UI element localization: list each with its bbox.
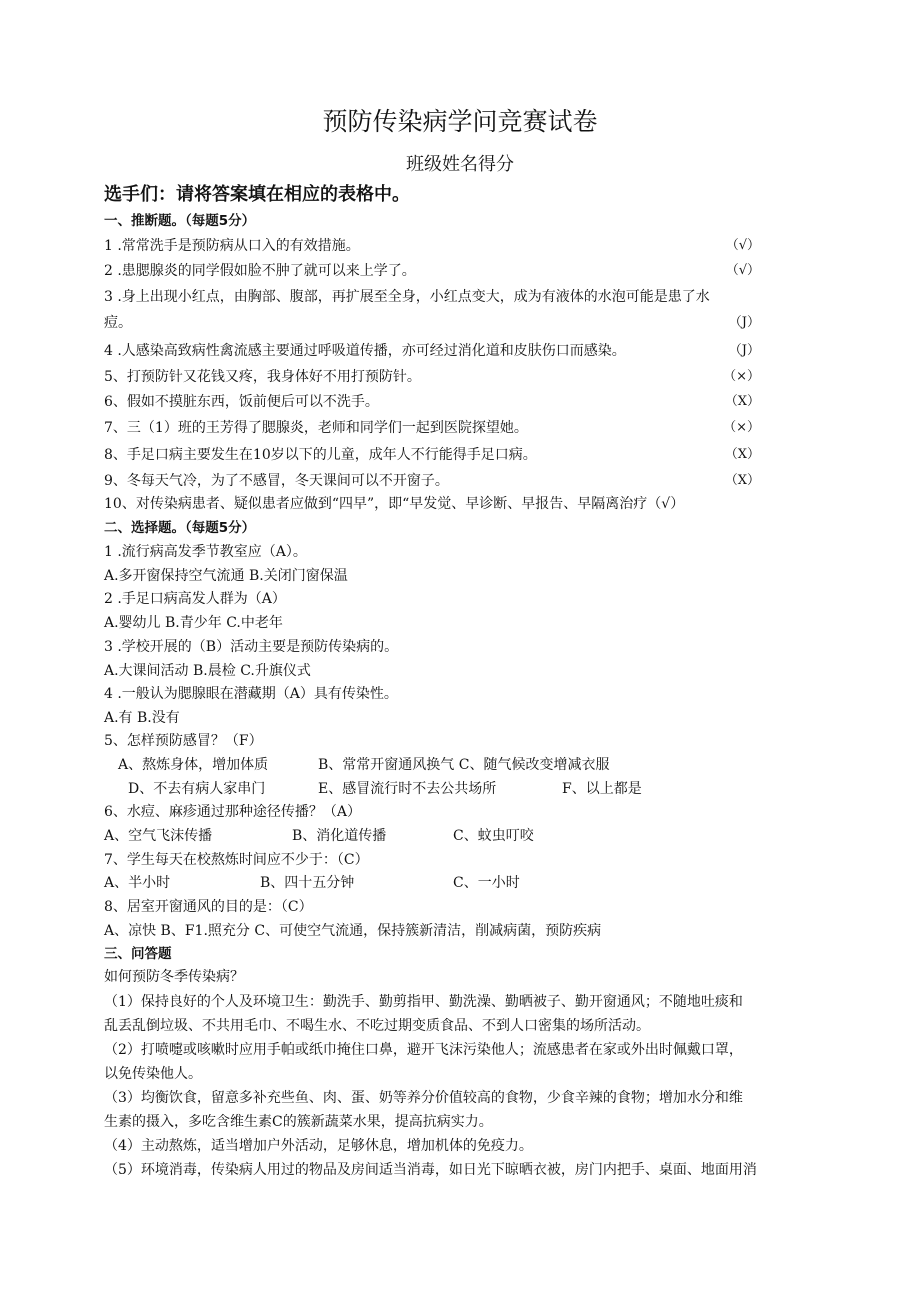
choice-q5-option-f: F、以上都是	[562, 781, 642, 797]
judge-item-5: 5、打预防针又花钱又疼，我身体好不用打预防针。	[104, 369, 421, 385]
choice-q7-option-a: A、半小时	[104, 875, 171, 891]
choice-q4-options: A.有 B.没有	[104, 710, 180, 726]
essay-line-3: （2）打喷嚏或咳嗽时应用手帕或纸巾掩住口鼻，避开飞沫污染他人；流感患者在家或外出时佩戴口罩，	[104, 1042, 743, 1058]
judge-answer-9: （X）	[724, 473, 760, 488]
choice-q7-option-c: C、一小时	[453, 875, 520, 891]
judge-item-9: 9、冬每天气冷，为了不感冒，冬天课间可以不开窗子。	[104, 473, 449, 489]
choice-q6-option-a: A、空气飞沫传播	[104, 828, 213, 844]
choice-q5-option-a: A、熬炼身体，增加体质	[118, 757, 269, 773]
judge-answer-6: （X）	[724, 394, 760, 409]
judge-item-10: 10、对传染病患者、疑似患者应做到“四早”，即“早发觉、早诊断、早报告、早隔离治疗（√）	[104, 496, 685, 512]
essay-line-8: （5）环境消毒，传染病人用过的物品及房间适当消毒，如日光下晾晒衣被，房门内把手、桌面、地面用消	[104, 1162, 757, 1178]
choice-q7-option-b: B、四十五分钟	[260, 875, 355, 891]
essay-line-7: （4）主动熬炼，适当增加户外活动，足够休息，增加机体的免疫力。	[104, 1138, 533, 1154]
choice-q7: 7、学生每天在校熬炼时间应不少于：（C）	[104, 852, 369, 868]
judge-answer-5: （×）	[723, 369, 760, 384]
choice-q8-options: A、凉快 B、F1.照充分 C、可使空气流通，保持簇新清洁，削减病菌，预防疾病	[104, 923, 602, 939]
choice-q3: 3 .学校开展的（B）活动主要是预防传染病的。	[104, 639, 399, 655]
essay-line-5: （3）均衡饮食，留意多补充些鱼、肉、蛋、奶等养分价值较高的食物，少食辛辣的食物；增加水分和维	[104, 1090, 743, 1106]
section-1-heading: 一、推断题。（每题5分）	[104, 213, 256, 229]
choice-q6-option-b: B、消化道传播	[292, 828, 387, 844]
choice-q2: 2 .手足口病高发人群为（A）	[104, 591, 286, 607]
choice-q2-options: A.婴幼儿 B.青少年 C.中老年	[104, 615, 283, 631]
section-2-heading: 二、选择题。（每题5分）	[104, 520, 256, 536]
judge-item-4: 4 .人感染高致病性禽流感主要通过呼吸道传播，亦可经过消化道和皮肤伤口而感染。	[104, 343, 626, 359]
page-title: 预防传染病学问竞赛试卷	[322, 107, 598, 136]
section-3-heading: 三、问答题	[104, 946, 172, 962]
judge-item-3-cont: 痘。	[104, 315, 132, 331]
choice-q3-options: A.大课间活动 B.晨检 C.升旗仪式	[104, 663, 311, 679]
choice-q5-option-d: D、不去有病人家串门	[128, 781, 266, 797]
judge-answer-3: （J）	[728, 315, 760, 330]
choice-q6-option-c: C、蚊虫叮咬	[453, 828, 534, 844]
choice-q5: 5、怎样预防感冒？（F）	[104, 733, 263, 749]
judge-answer-2: （√）	[725, 263, 760, 278]
judge-answer-1: （√）	[725, 238, 760, 253]
choice-q6: 6、水痘、麻疹通过那种途径传播？（A）	[104, 804, 362, 820]
choice-q5-option-e: E、感冒流行时不去公共场所	[318, 781, 497, 797]
instruction: 选手们：请将答案填在相应的表格中。	[104, 184, 410, 205]
choice-q1-options: A.多开窗保持空气流通 B.关闭门窗保温	[104, 568, 348, 584]
judge-item-6: 6、假如不摸脏东西，饭前便后可以不洗手。	[104, 394, 379, 410]
judge-answer-8: （X）	[724, 447, 760, 462]
choice-q5-option-bc: B、常常开窗通风换气 C、随气候改变增减衣服	[318, 757, 610, 773]
judge-item-1: 1 .常常洗手是预防病从口入的有效措施。	[104, 238, 360, 254]
choice-q8: 8、居室开窗通风的目的是：（C）	[104, 899, 313, 915]
choice-q1: 1 .流行病高发季节教室应（A）。	[104, 544, 307, 560]
judge-answer-7: （×）	[723, 420, 760, 435]
class-name-score-line: 班级姓名得分	[406, 154, 514, 175]
essay-line-1: （1）保持良好的个人及环境卫生：勤洗手、勤剪指甲、勤洗澡、勤晒被子、勤开窗通风；不随地吐痰和	[104, 994, 743, 1010]
judge-item-2: 2 .患腮腺炎的同学假如脸不肿了就可以来上学了。	[104, 263, 416, 279]
judge-item-8: 8、手足口病主要发生在10岁以下的儿童，成年人不行能得手足口病。	[104, 447, 537, 463]
choice-q4: 4 .一般认为腮腺眼在潜藏期（A）具有传染性。	[104, 686, 398, 702]
essay-question: 如何预防冬季传染病？	[104, 969, 244, 985]
judge-answer-4: （J）	[728, 343, 760, 358]
essay-line-6: 生素的摄入，多吃含维生素C的簇新蔬菜水果，提高抗病实力。	[104, 1114, 493, 1130]
essay-line-4: 以免传染他人。	[104, 1066, 202, 1082]
judge-item-3: 3 .身上出现小红点，由胸部、腹部，再扩展至全身，小红点变大，成为有液体的水泡可能是患了水	[104, 289, 710, 305]
essay-line-2: 乱丢乱倒垃圾、不共用毛巾、不喝生水、不吃过期变质食品、不到人口密集的场所活动。	[104, 1018, 650, 1034]
judge-item-7: 7、三（1）班的王芳得了腮腺炎，老师和同学们一起到医院探望她。	[104, 420, 528, 436]
